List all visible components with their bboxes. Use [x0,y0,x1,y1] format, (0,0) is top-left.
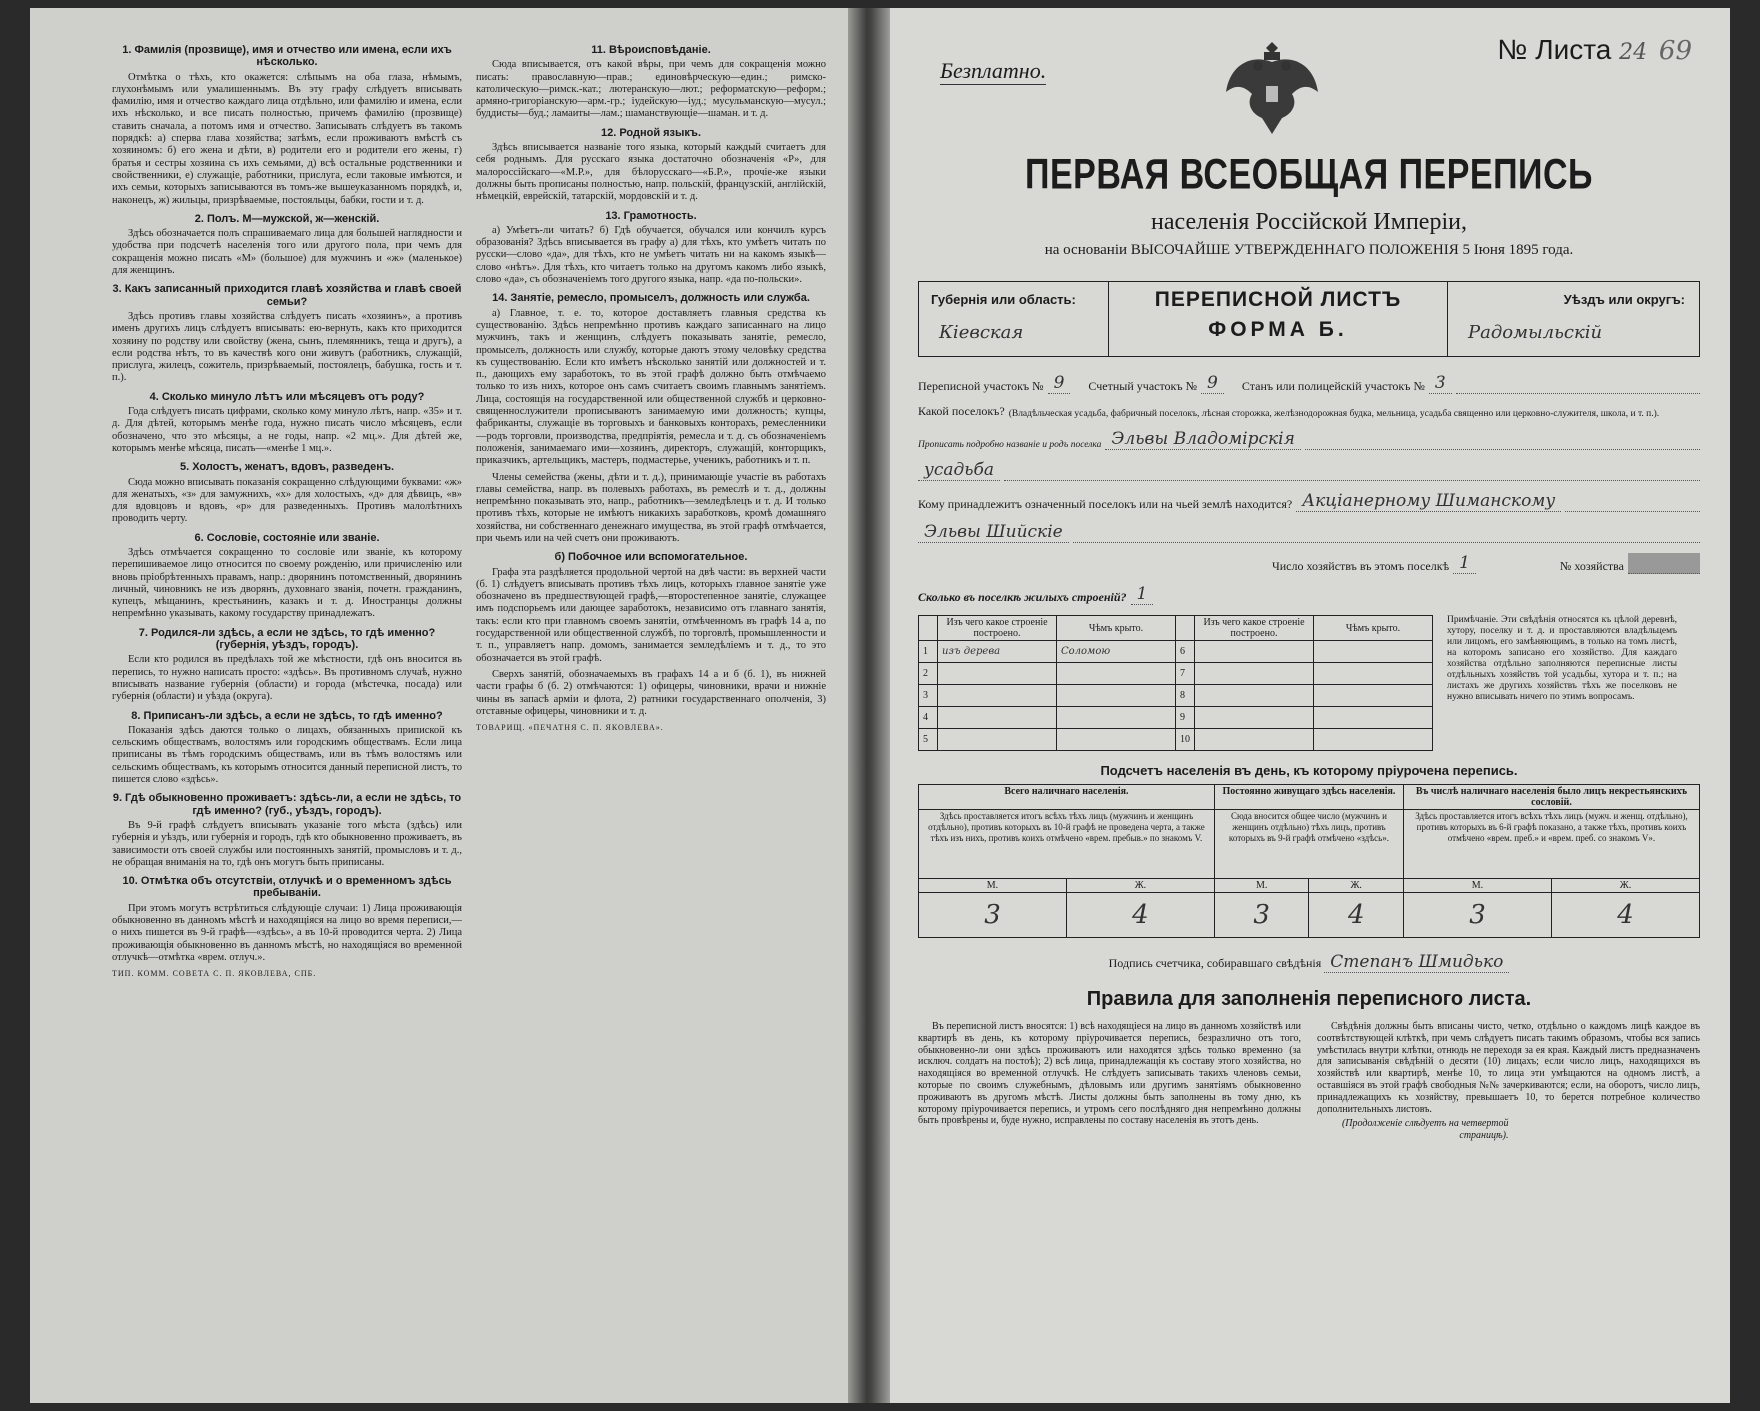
buildings-and-note [918,615,1700,751]
building-n: 8 [1176,685,1195,707]
instruction-heading: б) Побочное или вспомогательное. [554,551,748,564]
settlement-value-line: Прописать подробно названіе и родъ поселка Эльвы Владомірскія [918,429,1700,450]
continued-note: (Продолженіе слѣдуетъ на четвертой страницѣ). [1341,1118,1509,1142]
form-title-box: ПЕРЕПИСНОЙ ЛИСТЪ ФОРМА Б. [1108,281,1448,357]
buildings-line: Сколько въ поселкѣ жилыхъ строеній? 1 [918,584,1700,605]
instruction-heading: 14. Занятіе, ремесло, промыселъ, должность или служба. [492,292,810,305]
note-text: Примѣчаніе. Эти свѣдѣнія относятся къ цѣлой деревнѣ, хутору, поселку и т. д. и проставляются владѣльцемъ или лицомъ, его замѣняющимъ, в только на томъ листѣ, на которомъ записано его хозяйство. Для каждаго хозяйства отдѣльно заполняются переписные листы отдѣльныхъ хозяйствъ той усадьбы, хутора и т. п.; на листахъ же другихъ хозяйствъ тѣхъ же поселковъ не нужно вписывать ничего по этимъ вопросамъ. [1447,615,1677,702]
building-roof [1314,707,1433,729]
building-material [1195,707,1314,729]
owner-value: Акціанерному Шиманскому [1296,491,1561,512]
building-n: 1 [919,641,938,663]
instructions-column-1 [112,38,462,1383]
sheet-number-value: 24 [1619,40,1648,65]
building-n: 9 [1176,707,1195,729]
instruction-text: Если кто родился въ предѣлахъ той же мѣстности, гдѣ онъ вносится въ перепись, то нужно написать просто: «здѣсь». Въ противномъ случаѣ, нужно вписывать название губернія (области) и города (мѣстечка, посада) или губернія (области) и уѣзда (округа). [112,654,462,703]
population-title: Подсчетъ населенія въ день, къ которому пріурочена перепись. [1100,763,1518,778]
building-roof [1314,685,1433,707]
settlement-value: Эльвы Владомірскія [1105,429,1300,450]
instruction-text: При этомъ могутъ встрѣтиться слѣдующіе случаи: 1) Лица проживающія обыкновенно въ данномъ мѣстѣ и находящіяся на лицо во время переписи,—о нихъ пишется въ 9-й графѣ—«здѣсь», а въ 10-й проводится черта. 2) Лица проживающія обыкновенно въ данномъ мѣстѣ, но находящіяся во временной отлучкѣ—отмѣтка «врем. отлуч.». [112,902,462,963]
pop-resident-m: 3 [1214,893,1309,938]
building-n: 5 [919,729,938,751]
province-value: Кіевская [939,322,1024,343]
building-roof [1057,685,1176,707]
rules-title: Правила для заполненія переписного листа. [1086,988,1532,1010]
households-line: Число хозяйствъ въ этомъ поселкѣ 1 № хозяйства [918,553,1700,574]
building-material [1195,663,1314,685]
settlement-value-line-2: усадьба [918,460,1700,481]
pop-total-f: 4 [1066,893,1214,938]
building-n: 6 [1176,641,1195,663]
instruction-heading: 7. Родился-ли здѣсь, а если не здѣсь, то гдѣ именно? (губернія, уѣздъ, городъ). [138,626,436,652]
building-material [1195,685,1314,707]
instruction-heading: 13. Грамотность. [605,209,697,222]
building-material [938,685,1057,707]
sheet-number: № Листа 24 69 [1497,34,1692,66]
instruction-text: Графа эта раздѣляется продольной чертой на двѣ части: въ верхней части (б. 1) слѣдуетъ вписывать противъ тѣхъ лицъ, которыхъ главное занятіе уже обозначено въ предшествующей графѣ,—второстепенное занятіе, служащее имъ подспорьемъ или дающее заработокъ, независимо отъ главнаго занятія, такъ: если кто при главномъ своемъ занятіи, отмѣченномъ въ графѣ 14 а, по государственной или общественной службѣ, по торговлѣ, промышленности и т. п., управляетъ напр. домомъ, занимается земледѣліемъ и т. д., то это обозначается въ этой графѣ. [476,566,826,664]
imperial-eagle-icon [1222,34,1322,144]
rules-left: Въ переписной листъ вносятся: 1) всѣ находящіеся на лицо въ данномъ хозяйствѣ или квартирѣ въ день, къ которому пріурочивается перепись, безразлично отъ того, обыкновенно-ли они здѣсь проживаютъ или находятся здѣсь только временно (за исключ. солдатъ на постоѣ); 2) всѣ лица, принадлежащія къ составу этого хозяйства, но находящіяся во временной отлучкѣ. Не слѣдуетъ записывать такихъ членовъ семьи, которые по своимъ служебнымъ, дѣловымъ или другимъ занятіямъ обыкновенно проживаютъ въ другомъ мѣстѣ. Листы должны быть заполнены въ тому дню, къ которому пріурочивается перепись, и утромъ сего послѣдняго дня непремѣнно должны быть провѣрены и, буде нужно, исправлены по составу населенія въ этотъ день. [918,1021,1301,1127]
owner-line: Кому принадлежитъ означенный поселокъ или на чьей землѣ находится? Акціанерному Шиманскому [918,491,1700,512]
printer-imprint: ТОВАРИЩ. «ПЕЧАТНЯ С. П. ЯКОВЛЕВА». [476,723,664,733]
building-n: 10 [1176,729,1195,751]
instruction-text: Въ 9-й графѣ слѣдуетъ вписывать указаніе того мѣста (здѣсь) или губернія и уѣздъ, или губернія и городъ, гдѣ кто обыкновенно проживаетъ, въ зависимости отъ своей службы или постоянныхъ занятій, промысловъ и т. д., не обращая вниманія на то, гдѣ онъ могутъ быть приписаны. [112,819,462,868]
settlement-line: Какой поселокъ? (Владѣльческая усадьба, фабричный поселокъ, лѣсная сторожка, желѣзнодорожная будка, мельница, усадьба священно или церковно-служителя, школа, и т. п.). [918,404,1660,419]
owner-line-2: Эльвы Шийскіе [918,522,1700,543]
instruction-text: Отмѣтка о тѣхъ, кто окажется: слѣпымъ на оба глаза, нѣмымъ, глухонѣмымъ или умалишеннымъ. Въ эту графу слѣдуетъ вписывать фамилію, имя и отчество каждаго лица отдѣльно, или фамилію и имена, если ихъ нѣсколько, и все писать полностью, причемъ фамилію (прозвище) ставить сначала, а потомъ имя и отчество. Записывать слѣдуетъ въ такомъ порядкѣ: а) сперва глава хозяйства; затѣмъ, если проживаютъ вмѣстѣ съ хозяиномъ: б) его жена и дѣти, в) родители его и родители его жены, г) братья и сестры хозяина съ ихъ семьями, д) всѣ остальные родственники и свойственники, е) служащіе, работники, прислуга, если таковые имѣются, и ихъ семьи, которыхъ записываются въ томъ-же вышеуказанномъ порядкѣ, и, наконецъ, ж) жильцы, призрѣваемые, постояльцы, бабки, гости и т. д. [112,71,462,206]
building-n: 4 [919,707,938,729]
open-census-book [30,8,1740,1403]
instruction-text: а) Умѣетъ-ли читать? б) Гдѣ обучается, обучался или кончилъ курсъ образованія? Здѣсь вписывается въ графу а) для тѣхъ, кто умѣетъ читать по русски—слово «да», для тѣхъ, кто не умѣетъ читать ни на какомъ языкѣ—слово «нѣтъ». Для тѣхъ, кто читаетъ только на другомъ какомъ либо языкѣ, слово «да», съ обозначеніемъ того другого языка, напр. «да по-польски». [476,224,826,286]
instruction-heading: 1. Фамилія (прозвище), имя и отчество или имена, если ихъ нѣсколько. [122,44,452,69]
building-n: 7 [1176,663,1195,685]
signature-line: Подпись счетчика, собиравшаго свѣдѣнія Степанъ Шмидько [918,952,1700,972]
buildings-table: Изъ чего какое строеніе построено. Чѣмъ крыто. Изъ чего какое строеніе построено. Чѣмъ крыто. 1 изъ дерева Соломою 6 2 7 3 8 4 9 5 10 [918,615,1433,751]
instruction-text: Здѣсь отмѣчается сокращенно то сословіе или званіе, къ которому перепишиваемое лицо относится по своему рожденію, или причисленію или вновь пріобрѣтенныхъ правамъ, напр.: дворянинъ потомственный, дворянинъ личный, чиновникъ не изъ дворянъ, духовнаго званія, почетн. гражданинъ, купецъ, мѣщанинъ, крестьянинъ, казакъ и т. д. Иностранцы должны непремѣнно указывать, какому государству принадлежатъ. [112,546,462,620]
building-material [938,729,1057,751]
instruction-text: Здѣсь обозначается полъ спрашиваемаго лица для большей наглядности и удобства при подсчетѣ населенія того или другого пола, при чемъ для сокращенія можно писать «М» (большое) для мужчинъ и «ж» (маленькое) для женщинъ. [112,228,462,277]
building-material [1195,641,1314,663]
corner-number: 69 [1658,36,1692,66]
building-roof [1057,729,1176,751]
instruction-heading: 4. Сколько минуло лѣтъ или мѣсяцевъ отъ роду? [149,390,425,403]
buildings-row [919,707,1433,729]
instruction-heading: 10. Отмѣтка объ отсутствіи, отлучкѣ и о временномъ здѣсь пребываніи. [122,875,452,900]
building-roof [1314,729,1433,751]
pop-nonpeasant-f: 4 [1551,893,1699,938]
census-basis: на основаніи ВЫСОЧАЙШЕ УТВЕРЖДЕННАГО ПОЛОЖЕНІЯ 5 Іюня 1895 года. [1044,242,1574,258]
rules-text [918,1021,1700,1142]
instruction-heading: 8. Приписанъ-ли здѣсь, а если не здѣсь, то гдѣ именно? [131,709,443,722]
signature-value: Степанъ Шмидько [1324,952,1509,973]
instructions-column-2 [476,38,826,1383]
instruction-heading: 11. Вѣроисповѣданіе. [591,44,711,56]
right-page-census-form [890,8,1730,1403]
buildings-row [919,641,1433,663]
section-line: Переписной участокъ № 9 Счетный участокъ № 9 Станъ или полицейскій участокъ № 3 [918,373,1700,394]
census-title: ПЕРВАЯ ВСЕОБЩАЯ ПЕРЕПИСЬ [1025,151,1593,199]
district-box: Уѣздъ или округъ: Радомыльскій [1448,281,1700,357]
pop-total-m: 3 [919,893,1067,938]
district-value: Радомыльскій [1468,322,1603,343]
census-subtitle: населенія Россійской Имперіи, [1151,209,1467,235]
building-material: изъ дерева [938,641,1057,663]
instruction-text: Члены семейства (жены, дѣти и т. д.), принимающіе участіе въ работахъ главы семейства, напр. въ полевыхъ работахъ, въ ремеслѣ и т. д., должны непремѣнно показывать это, напр., работникъ—земледѣлецъ и т. д. И только противъ тѣхъ, которые не имѣютъ никакихъ заработковъ, кромѣ домашняго хозяйства, ни собственнаго денежнаго имущества, въ этой графѣ отмѣчается, при чьемъ или на чей счетъ они проживаютъ. [476,471,826,544]
form-header-boxes [918,281,1700,357]
population-table: Всего наличнаго населенія. Постоянно живущаго здѣсь населенія. Въ числѣ наличнаго населенія было лицъ некрестьянскихъ сословій. Здѣсь проставляется итогъ всѣхъ тѣхъ лицъ (мужчинъ и женщинъ отдѣльно), противъ которыхъ въ 10-й графѣ не проведена черта, а также тѣхъ изъ нихъ, противъ коихъ отмѣчено «врем. пребыв.» по знакомъ V. Сюда вносится общее число (мужчинъ и женщинъ отдѣльно) тѣхъ лицъ, противъ которыхъ въ 9-й графѣ отмѣчено «здѣсь». Здѣсь проставляется итогъ всѣхъ тѣхъ лицъ (мужч. и женщ. отдѣльно), противъ которыхъ въ 6-й графѣ показано, а также тѣхъ, противъ коихъ отмѣчено «врем. преб.» и «врем. преб. со знакомъ V». М. Ж. М. Ж. М. Ж. 3 4 3 4 3 4 [918,784,1700,938]
free-label: Безплатно. [940,58,1047,83]
building-material [1195,729,1314,751]
instruction-heading: 12. Родной языкъ. [600,126,701,139]
pop-resident-f: 4 [1309,893,1404,938]
buildings-row [919,729,1433,751]
instruction-heading: 9. Гдѣ обыкновенно проживаетъ: здѣсь-ли, а если не здѣсь, то гдѣ именно? (губ., уѣздъ, городъ). [112,792,462,817]
instruction-text: Года слѣдуетъ писать цифрами, сколько кому минуло лѣтъ, напр. «35» и т. д. Для дѣтей, которымъ менѣе года, нужно писать число мѣсяцевъ, если обозначено, что это мѣсяцы, а не годы, напр. «2 мц.». Для дѣтей же, которымъ менѣе мѣсяца, писать—«менѣе 1 мц.». [112,406,462,454]
left-page-instructions [30,8,848,1403]
instruction-text: Здѣсь противъ главы хозяйства слѣдуетъ писать «хозяинъ», а противъ именъ другихъ лицъ слѣдуетъ вписывать: ею-вернуть, какъ кто приходится хозяину по родству или свойству (жена, сынъ, племянникъ, теща и другъ), а если родства нѣтъ, то въ качествѣ кого они живутъ (работникъ, служащій, прислуга, жилецъ, сожитель, призрѣваемый, постоялецъ, бабушка, гость и т. п.). [112,310,462,384]
buildings-row [919,663,1433,685]
instruction-text: Сверхъ занятій, обозначаемыхъ въ графахъ 14 а и б (б. 1), въ нижней части графы б (б. 2) отмѣчаются: 1) офицеры, чиновники, врачи и нижніе чины въ запасѣ арміи и флота, 2) ратники государственнаго ополченія, 3) отставные офицеры, чиновники и т. д. [476,668,826,717]
instruction-text: Здѣсь вписывается названіе того языка, который каждый считаетъ для себя роднымъ. Для русскаго языка достаточно обозначенія «Р», для малороссійскаго—«М.Р.», для бѣлорусскаго—«Б.Р.», прочіе-же языки должны быть прописаны полностью, напр. польскій, французскій, англійскій, нѣмецкій, еврейскій, татарскій, мордовскій и т. д. [476,142,826,203]
building-roof [1057,663,1176,685]
instruction-heading: 6. Сословіе, состояніе или званіе. [194,531,380,544]
building-roof [1314,663,1433,685]
buildings-row [919,685,1433,707]
building-roof [1314,641,1433,663]
instruction-heading: 2. Полъ. М—мужской, ж—женскій. [194,212,380,225]
instruction-heading: 5. Холостъ, женатъ, вдовъ, разведенъ. [179,461,395,474]
printer-imprint: ТИП. КОММ. СОВЕТА С. П. ЯКОВЛЕВА, СПБ. [112,969,317,979]
building-roof [1057,707,1176,729]
province-box: Губернія или область: Кіевская [918,281,1108,357]
building-n: 2 [919,663,938,685]
building-roof: Соломою [1057,641,1176,663]
rules-right: Свѣдѣнія должны быть вписаны чисто, четко, отдѣльно о каждомъ лицѣ каждое въ соотвѣтствующей клѣткѣ, при чемъ слѣдуетъ писать такимъ образомъ, чтобы вся запись умѣстилась внутри клѣтки, отнюдь не переходя за ея края. Каждый листъ предназначенъ для записыванія свѣдѣній о десяти (10) лицахъ; если число лицъ, находящихся въ хозяйствѣ или квартирѣ, менѣе 10, то лица эти умѣщаются на одномъ листѣ, а оставшіяся въ этой графѣ свободныя №№ зачеркиваются; если, на оборотъ, число лицъ, принадлежащихъ къ хозяйству, превышаетъ 10, то берется потребное количество дополнительныхъ листовъ. [1317,1021,1700,1115]
book-gutter [848,8,890,1403]
instruction-text: Сюда вписывается, отъ какой вѣры, при чемъ для сокращенія можно писать: православную—прав.; единовѣрческую—един.; римско-католическую—римск.-кат.; лютеранскую—лют.; реформатскую—реформ.; армяно-григоріанскую—арм.-гр.; іудейскую—іуд.; мусульманскую—мусул.; буддисты—буд.; ламаиты—лам.; шаманствующіе—шаман. и т. д. [476,59,826,120]
instruction-heading: 3. Какъ записанный приходится главѣ хозяйства и главѣ своей семьи? [112,283,462,308]
building-material [938,707,1057,729]
building-n: 3 [919,685,938,707]
instruction-text: а) Главное, т. е. то, которое доставляетъ главныя средства къ существованію. Здѣсь непремѣнно противъ каждаго записаннаго на лицо мужчинъ, такъ и женщинъ, слѣдуетъ показывать занятіе, ремесло, промыселъ, должность или службу, которые даютъ этому человѣку средства къ существованію. Если кто имѣетъ нѣсколько занятій или должностей и т. п., дающихъ ему заработокъ, то въ этой графѣ должно быть отмѣчаемо только то изъ нихъ, которое онъ самъ считаетъ своимъ главнымъ занятіемъ. Лица, состоящія на государственной или общественной службѣ и церковно-священнослужители прописываютъ занимаемую ими должность; купцы, фабриканты, служащіе въ торговыхъ и банковыхъ конторахъ, ремесленники—родъ торговли, производства, предпріятія, ремесла и т. д. съ обозначеніемъ положенія, занимаемаго ими—хозяинъ, директоръ, служащій, конторщикъ, приказчикъ, артельщикъ, мастеръ, подмастерье, ученикъ, работникъ и т. п. [476,307,826,467]
instruction-text: Показанія здѣсь даются только о лицахъ, обязанныхъ припиской къ сельскимъ обществамъ, волостямъ или городскимъ обществамъ. Если лица приписаны въ тѣмъ городскимъ обществамъ, или въ тѣмъ волостямъ или сельскимъ обществамъ, къ которымъ относится данный переписной листъ, то пишется слово «здѣсь». [112,724,462,786]
pop-nonpeasant-m: 3 [1403,893,1551,938]
building-material [938,663,1057,685]
instruction-text: Сюда можно вписывать показанія сокращенно слѣдующими буквами: «ж» для женатыхъ, «з» для замужнихъ, «х» для холостыхъ, «д» для дѣвицъ, «в» для вдовцовъ и вдовъ, «р» для разведенныхъ. Противъ малолѣтнихъ проводить черту. [112,476,462,525]
